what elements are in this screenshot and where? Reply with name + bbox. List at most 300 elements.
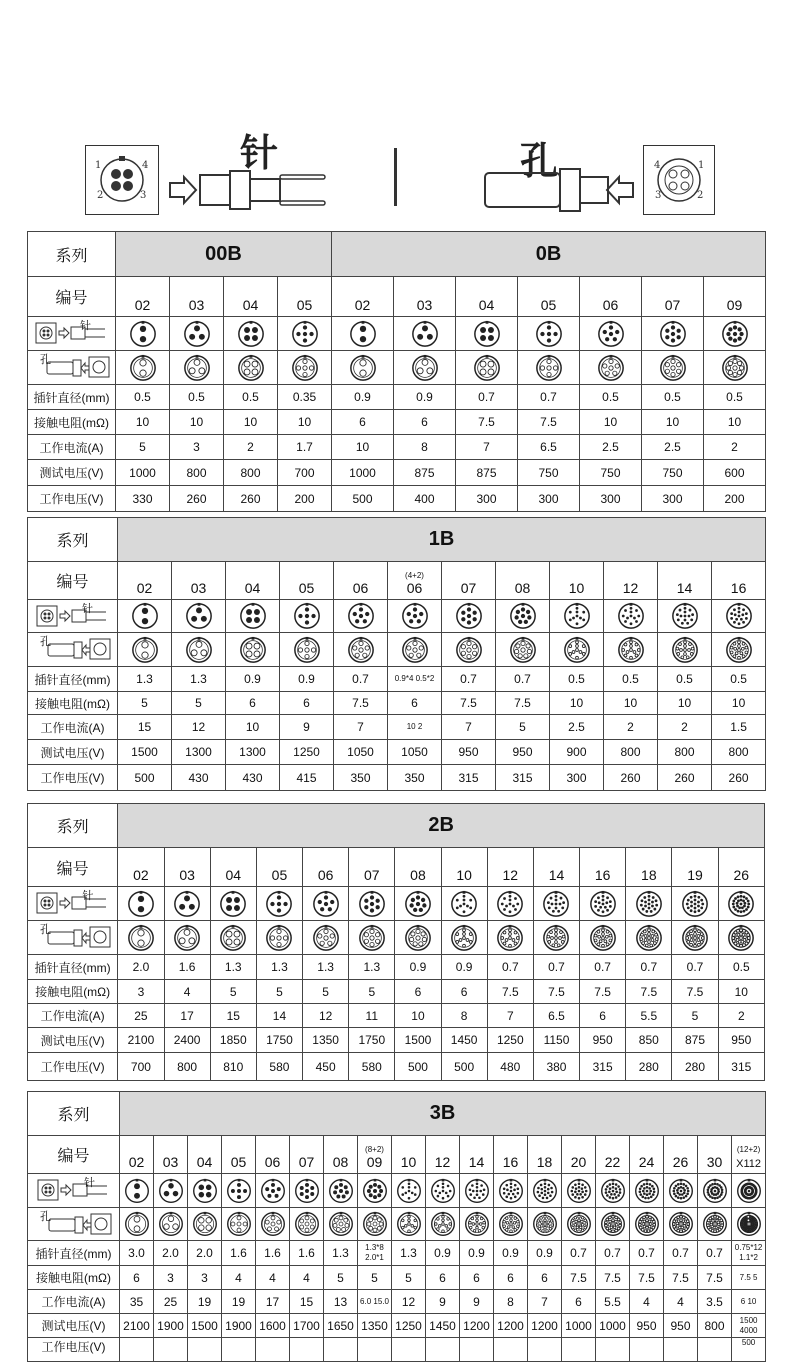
socket-layout-icon [535,354,563,382]
socket-layout-icon [635,924,663,952]
svg-text:2: 2 [697,190,704,201]
code-cell [303,848,349,887]
code-cell [188,1136,222,1174]
value-cell: 4 [290,1266,324,1290]
code-text: 02 [354,297,371,313]
pin-icon-label-cell [28,1174,120,1208]
code-text: 24 [638,1154,655,1170]
value-cell [154,1338,188,1362]
value-cell [426,1338,460,1362]
legend-text: 孔 [40,636,51,648]
code-text: 02 [128,1154,145,1170]
value-cell: 4 [630,1290,664,1314]
value-cell: 2.5 [642,435,704,460]
code-cell [630,1136,664,1174]
value-cell: 950 [580,1028,626,1053]
value-cell: 0.9 [528,1241,562,1266]
value-cell: 1.3 [324,1241,358,1266]
value-cell: 750 [518,460,580,486]
value-cell: 1.3 [303,955,349,980]
pin-layout-icon [671,602,699,630]
connector-cell [188,1208,222,1241]
code-cell [604,562,658,600]
connector-cell [496,600,550,633]
code-text: 05 [271,867,288,883]
value-cell: 7.5 [626,980,672,1004]
pin-layout-icon [668,1178,694,1204]
pin-layout-icon [681,890,709,918]
connector-cell [494,1208,528,1241]
connector-cell [494,1174,528,1208]
connector-cell [698,1208,732,1241]
value-cell: 10 [395,1004,441,1028]
pin-layout-icon [192,1178,218,1204]
socket-icon-row [28,633,766,667]
series-name: 0B [332,232,766,277]
connector-cell [188,1174,222,1208]
value-cell: 5.5 [596,1290,630,1314]
connector-cell [280,633,334,667]
value-cell: 1600 [256,1314,290,1338]
connector-cell [154,1208,188,1241]
current-label: 工作电流(A) [28,435,116,460]
legend-text: 孔 [40,924,51,936]
value-cell: 600 [704,460,766,486]
pin-layout-icon [455,602,483,630]
connector-cell [604,633,658,667]
spec-table-3b [27,1091,766,1362]
connector-cell [290,1174,324,1208]
code-cell [460,1136,494,1174]
value-cell: 6 [460,1266,494,1290]
value-cell: 500 [395,1053,441,1081]
value-cell: 300 [456,486,518,512]
value-cell: 2.5 [580,435,642,460]
value-cell: 0.5 [580,385,642,410]
code-text: 06 [352,580,369,596]
connector-cell [280,600,334,633]
code-text: 02 [136,580,153,596]
pin-layout-icon [566,1178,592,1204]
socket-layout-icon [721,354,749,382]
value-cell: 900 [550,740,604,765]
socket-layout-icon [542,924,570,952]
value-cell [222,1338,256,1362]
value-cell: 10 [170,410,224,435]
value-cell: 260 [658,765,712,791]
code-cell [533,848,579,887]
pin-face-icon [85,145,159,215]
value-cell: 350 [388,765,442,791]
code-cell [278,277,332,317]
value-cell: 1500 [188,1314,222,1338]
socket-layout-icon [668,1211,694,1237]
pin-dia-label: 插针直径(mm) [28,667,118,692]
pin-layout-icon [173,890,201,918]
value-cell: 0.5 [224,385,278,410]
value-cell: 350 [334,765,388,791]
value-cell: 6 [226,692,280,715]
code-text: 06 [406,580,423,596]
code-cell [392,1136,426,1174]
code-cell [642,277,704,317]
code-text: 14 [676,580,693,596]
pin-layout-icon [589,890,617,918]
socket-layout-icon [736,1211,762,1237]
code-cell [388,562,442,600]
value-cell: 10 [224,410,278,435]
value-cell: 7.5 5 [732,1266,766,1290]
series-name: 00B [116,232,332,277]
value-cell: 2.0 [154,1241,188,1266]
socket-layout-icon [260,1211,286,1237]
value-cell: 0.9 [441,955,487,980]
connector-cell [332,317,394,351]
value-cell: 950 [442,740,496,765]
legend-text: 针 [82,603,93,615]
value-cell: 5 [349,980,395,1004]
connector-cell [118,921,164,955]
value-cell: 1250 [392,1314,426,1338]
value-cell: 1450 [441,1028,487,1053]
svg-text:3: 3 [655,190,662,201]
value-cell: 9 [280,715,334,740]
value-cell: 1900 [222,1314,256,1338]
connector-cell [487,887,533,921]
value-cell: 400 [394,486,456,512]
code-text: 16 [594,867,611,883]
value-cell: 0.7 [442,667,496,692]
value-cell: 500 [441,1053,487,1081]
value-cell: 480 [487,1053,533,1081]
value-cell: 1150 [533,1028,579,1053]
legend-text: 针 [82,890,94,902]
pin-layout-icon [721,320,749,348]
connector-cell [426,1174,460,1208]
svg-text:4: 4 [654,160,661,171]
socket-layout-icon [659,354,687,382]
value-cell: 7 [442,715,496,740]
pin-layout-icon [328,1178,354,1204]
value-cell: 0.35 [278,385,332,410]
current-label: 工作电流(A) [28,715,118,740]
code-cell [426,1136,460,1174]
value-cell: 12 [392,1290,426,1314]
value-cell: 12 [303,1004,349,1028]
pin-layout-icon [411,320,439,348]
connector-cell [256,887,302,921]
connector-cell [456,317,518,351]
value-cell: 7 [456,435,518,460]
value-cell: 0.5 [642,385,704,410]
socket-layout-icon [396,1211,422,1237]
socket-layout-icon [291,354,319,382]
value-cell: 6 [580,1004,626,1028]
value-cell: 1300 [172,740,226,765]
value-cell: 0.7 [334,667,388,692]
pin-layout-icon [496,890,524,918]
divider [394,148,397,206]
value-cell: 10 [718,980,764,1004]
code-text: 05 [296,297,313,313]
value-cell: 4 [164,980,210,1004]
code-text: 04 [478,297,495,313]
value-cell: 450 [303,1053,349,1081]
connector-cell [116,317,170,351]
value-cell: 6 [394,410,456,435]
socket-title: 孔 [520,139,559,183]
value-cell: 1650 [324,1314,358,1338]
pin-dia-label: 插针直径(mm) [28,1241,120,1266]
resistance-label: 接触电阻(mΩ) [28,692,118,715]
pin-layout-icon [226,1178,252,1204]
connector-cell [349,921,395,955]
connector-cell [164,921,210,955]
value-cell: 2100 [120,1314,154,1338]
code-cell [224,277,278,317]
value-cell: 9 [426,1290,460,1314]
code-cell [222,1136,256,1174]
connector-cell [116,351,170,385]
value-cell: 430 [226,765,280,791]
value-cell: 2.0 [118,955,164,980]
connector-cell [332,351,394,385]
code-cell [334,562,388,600]
value-cell: 6 [120,1266,154,1290]
code-text: 14 [468,1154,485,1170]
value-cell: 6 10 [732,1290,766,1314]
value-cell: 3 [154,1266,188,1290]
test-voltage-label: 测试电压(V) [28,1028,118,1053]
test-voltage-label: 测试电压(V) [28,740,118,765]
connector-cell [118,633,172,667]
value-cell: 10 [580,410,642,435]
socket-layout-icon [455,636,483,664]
code-label: 编号 [28,562,118,600]
value-cell: 6 [494,1266,528,1290]
code-text: 30 [706,1154,723,1170]
value-cell: 1300 [226,740,280,765]
pin-layout-icon [617,602,645,630]
socket-layout-icon [312,924,340,952]
socket-layout-icon [328,1211,354,1237]
value-cell: 6 [280,692,334,715]
code-cell [518,277,580,317]
value-cell: 2 [658,715,712,740]
value-cell: 315 [580,1053,626,1081]
code-cell [496,562,550,600]
pin-layout-icon [158,1178,184,1204]
value-cell: 35 [120,1290,154,1314]
connector-cell [732,1208,766,1241]
connector-cell [672,887,718,921]
connector-cell [642,317,704,351]
connector-cell [460,1174,494,1208]
value-cell: 0.5 [116,385,170,410]
code-text: 08 [410,867,426,883]
value-cell: 1000 [332,460,394,486]
connector-cell [442,633,496,667]
code-text: 16 [730,580,747,596]
value-cell: 1850 [210,1028,256,1053]
value-cell: 10 [604,692,658,715]
connector-header [0,0,790,225]
value-cell: 875 [456,460,518,486]
pin-layout-icon [237,320,265,348]
connector-cell [118,887,164,921]
socket-icon-label-cell [28,921,118,955]
code-cell [698,1136,732,1174]
connector-cell [224,317,278,351]
value-cell: 2.0 [188,1241,222,1266]
value-cell: 1.6 [222,1241,256,1266]
value-cell: 1.7 [278,435,332,460]
socket-layout-icon [226,1211,252,1237]
code-text: 05 [230,1154,247,1170]
socket-icon-row [28,1208,766,1241]
svg-text:4: 4 [142,160,149,171]
value-cell: 17 [256,1290,290,1314]
socket-layout-icon [702,1211,728,1237]
legend-text: 孔 [40,1211,51,1223]
value-cell: 10 [658,692,712,715]
pin-layout-icon [312,890,340,918]
svg-text:1: 1 [95,160,102,171]
connector-cell [334,633,388,667]
value-cell: 1.3 [172,667,226,692]
code-text: 04 [225,867,242,883]
code-cell [394,277,456,317]
socket-layout-icon [349,354,377,382]
value-cell: 0.7 [698,1241,732,1266]
value-cell: 380 [533,1053,579,1081]
value-cell: 810 [210,1053,256,1081]
connector-cell [349,887,395,921]
connector-cell [303,887,349,921]
connector-cell [626,921,672,955]
code-cell [580,277,642,317]
code-text: 08 [332,1154,349,1170]
value-cell: 13 [324,1290,358,1314]
code-text: 04 [196,1154,213,1170]
connector-cell [394,351,456,385]
value-cell: 7.5 [334,692,388,715]
value-cell: 7.5 [672,980,718,1004]
value-cell: 2 [704,435,766,460]
code-cell [226,562,280,600]
value-cell: 7 [528,1290,562,1314]
socket-layout-icon [430,1211,456,1237]
code-text: 03 [188,297,205,313]
socket-plug-drawing [483,165,638,215]
code-text: 18 [536,1154,553,1170]
connector-cell [562,1174,596,1208]
value-cell: 7.5 [518,410,580,435]
code-cell [494,1136,528,1174]
value-cell: 6 [332,410,394,435]
value-cell: 5 [118,692,172,715]
socket-layout-icon [411,354,439,382]
value-cell: 800 [164,1053,210,1081]
value-cell: 7 [334,715,388,740]
pin-layout-icon [563,602,591,630]
value-cell: 580 [349,1053,395,1081]
value-cell: 19 [188,1290,222,1314]
connector-cell [441,921,487,955]
work-voltage-label: 工作电压(V) [28,1053,118,1081]
value-cell: 1.5 [712,715,766,740]
connector-cell [210,887,256,921]
value-cell: 6 [395,980,441,1004]
code-text: 07 [460,580,477,596]
code-cell [658,562,712,600]
socket-layout-icon [634,1211,660,1237]
value-cell: 1250 [487,1028,533,1053]
value-cell: 300 [518,486,580,512]
value-cell: 8 [494,1290,528,1314]
value-cell [256,1338,290,1362]
value-cell: 10 [332,435,394,460]
value-cell [324,1338,358,1362]
value-cell: 0.5 [704,385,766,410]
socket-layout-icon [498,1211,524,1237]
value-cell: 1.3 [256,955,302,980]
pin-layout-icon [634,1178,660,1204]
pin-icon-label-cell [28,317,116,351]
pin-layout-icon [532,1178,558,1204]
value-cell: 2 [224,435,278,460]
code-cell [672,848,718,887]
value-cell: 15 [210,1004,256,1028]
connector-cell [664,1174,698,1208]
value-cell: 12 [172,715,226,740]
value-cell: 950 [664,1314,698,1338]
pin-layout-icon [124,1178,150,1204]
socket-layout-icon [450,924,478,952]
value-cell: 19 [222,1290,256,1314]
value-cell: 3 [188,1266,222,1290]
value-cell: 4 [222,1266,256,1290]
connector-cell [712,600,766,633]
connector-cell [154,1174,188,1208]
code-cell [732,1136,766,1174]
series-label: 系列 [28,232,116,277]
connector-cell [120,1208,154,1241]
work-voltage-label: 工作电压(V) [28,486,116,512]
pin-layout-icon [349,320,377,348]
connector-cell [224,351,278,385]
value-cell [392,1338,426,1362]
code-cell [120,1136,154,1174]
pin-layout-icon [736,1178,762,1204]
value-cell: 580 [256,1053,302,1081]
value-cell: 0.7 [533,955,579,980]
socket-layout-icon [671,636,699,664]
value-cell: 1050 [334,740,388,765]
code-cell [256,1136,290,1174]
value-cell: 1.3 [349,955,395,980]
code-cell [118,562,172,600]
value-cell: 0.75*12 1.1*2 [732,1241,766,1266]
value-cell: 0.5 [550,667,604,692]
socket-face-icon [643,145,715,215]
code-cell [596,1136,630,1174]
value-cell [528,1338,562,1362]
value-cell [562,1338,596,1362]
socket-icon-row [28,351,766,385]
value-cell: 0.7 [626,955,672,980]
value-cell [698,1338,732,1362]
